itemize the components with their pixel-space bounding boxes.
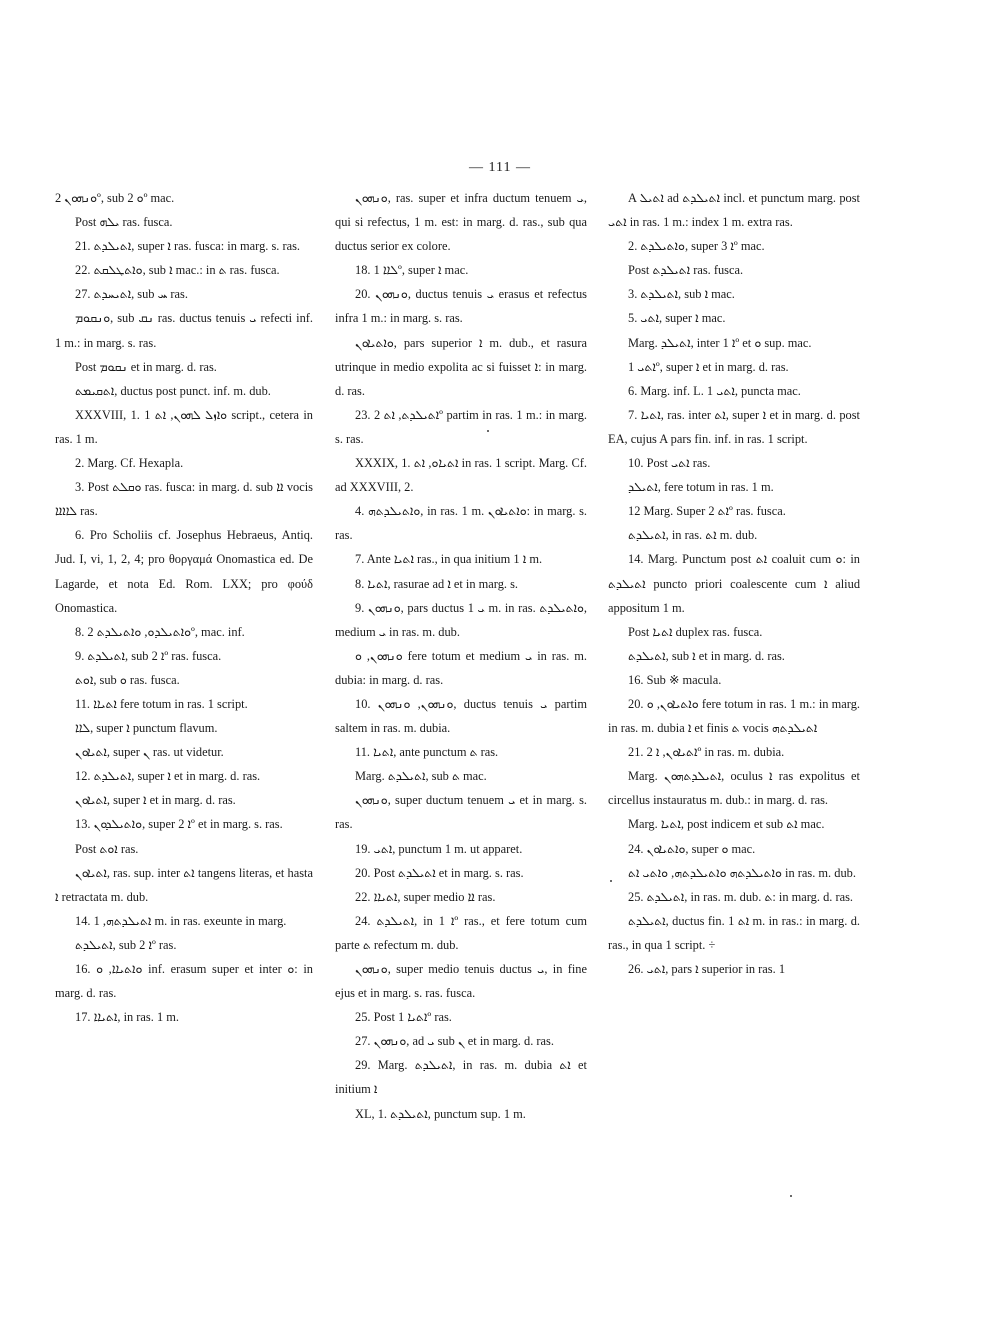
left-column	[55, 186, 313, 1029]
entry-left-8: XXXVIII, 1. ܘܐܙܠ ܠܗܘܢ, ܐܬ 1 script., cetera in ras. 1 m.	[55, 407, 313, 446]
print-speck	[790, 1195, 792, 1197]
entry-left-19: ܐܬܝܐܘܢ, super ܐ et in marg. d. ras.	[75, 793, 236, 808]
entry-left-2: 21. ܐܬܝܠܕܬ, super ܐ ras. fusca: in marg. s. ras.	[75, 239, 301, 254]
entry-right-21: 24. ܘܐܬܝܐܘܢ, super ܘ mac.	[628, 841, 756, 856]
entry-right-2: Post ܐܬܝܠܕܬ ras. fusca.	[628, 263, 744, 278]
entry-left-10: 3. Post ܘܩܠܬ ras. fusca: in marg. d. sub ܐܐ vocis ܠܐܐܐܐ ras.	[55, 480, 313, 519]
entry-mid-0: ܘܢܗܘܢ, ras. super et infra ductum tenuem ܝ, qui si refectus, 1 m. est: in marg. d. ras., sub qua ductus serior ex colore.	[335, 191, 587, 254]
entry-mid-16: 20. Post ܐܬܝܠܕܬ et in marg. s. ras.	[355, 865, 524, 880]
print-speck	[610, 880, 612, 882]
entry-left-6: Post ܢܩܘܡ et in marg. d. ras.	[75, 359, 217, 374]
entry-left-0: ܘܢܗܘܢ 2º, sub ܘ 2º mac.	[55, 191, 175, 205]
entry-left-5: ܘܢܩܘܡ, sub ܢܩ ras. ductus tenuis ܝ refecti inf. 1 m.: in marg. s. ras.	[55, 311, 313, 350]
entry-mid-9: 9. ܘܢܗܘܢ, pars ductus ܝ 1 m. in ras. ܘܐܬܝܠܕܬ, medium ܝ in ras. m. dub.	[335, 600, 588, 639]
entry-left-9: 2. Marg. Cf. Hexapla.	[75, 456, 184, 471]
entry-right-5: Marg. ܐܬܝܠܕ, inter ܐ 1º et ܘ sup. mac.	[628, 335, 812, 350]
entry-left-23: 14. ܐܬܝܠܕܬܗ, 1 m. in ras. exeunte in marg.	[75, 913, 287, 928]
entry-right-22: ܘܐܬܝܠܕܬܗ ܘܐܬܝܠܕܬܗ, ܘܐܬܝ ܐܬ in ras. m. dub.	[628, 865, 856, 880]
entry-left-7: ܐܬܩܝܡܬ, ductus post punct. inf. m. dub.	[75, 383, 271, 398]
entry-mid-4: 23. ܐܬܝܠܕܬ, ܐܬ 2º partim in ras. 1 m.: in marg. s. ras.	[335, 407, 587, 446]
entry-right-23: 25. ܐܬܝܠܕܬ, in ras. m. dub. ܬ: in marg. d. ras.	[628, 889, 854, 904]
entry-mid-10: ܘܢܗܘܢ, ܘ fere totum et medium ܝ in ras. m. dubia: in marg. d. ras.	[335, 648, 587, 687]
entry-left-24: ܐܬܝܠܕܬ, sub ܐ 2º ras.	[75, 937, 177, 952]
right-column	[608, 186, 860, 981]
entry-mid-8: 8. ܐܬܝܐ, rasurae ad ܐ et in marg. s.	[355, 576, 519, 591]
entry-left-14: ܐܘܬ, sub ܘ ras. fusca.	[75, 672, 180, 687]
entry-mid-22: 29. Marg. ܐܬܝܠܕܬ, in ras. m. dubia ܐܬ et initium ܐ	[335, 1058, 587, 1097]
entry-left-4: 27. ܐܬܝܚܕܬ, sub ܚ ras.	[75, 287, 188, 302]
entry-right-6: ܐܬܝ 1º, super ܐ et in marg. d. ras.	[628, 359, 789, 374]
entry-mid-5: XXXIX, 1. ܐܬܝܐܘ, ܐܬ in ras. 1 script. Marg. Cf. ad XXXVIII, 2.	[335, 456, 587, 495]
entry-right-16: 16. Sub ※ macula.	[628, 672, 722, 687]
entry-right-1: 2. ܘܐܬܝܠܕܬ, super ܐ 3º mac.	[628, 239, 765, 254]
entry-right-18: 21. ܐܬܝܐܘܢ, ܐ 2º in ras. m. dubia.	[628, 745, 785, 760]
entry-left-11: 6. Pro Scholiis cf. Josephus Hebraeus, Antiq. Jud. I, vi, 1, 2, 4; pro θοργαμά Onomastica ed. De Lagarde, et nota Ed. Rom. LXX; pro φούδ Onomastica.	[55, 528, 313, 615]
entry-left-21: Post ܐܘܬ ras.	[75, 841, 139, 856]
middle-column	[335, 186, 587, 1126]
entry-mid-15: 19. ܐܬܝ, punctum 1 m. ut apparet.	[355, 841, 523, 856]
entry-left-16: ܠܐܐ, super ܐ punctum flavum.	[75, 721, 218, 736]
entry-left-22: ܐܬܝܐܘܢ, ras. sup. inter ܐܬ tangens literas, et hasta ܐ retractata m. dub.	[55, 865, 313, 904]
entry-left-26: 17. ܐܬܝܐܐ, in ras. 1 m.	[75, 1010, 179, 1025]
entry-right-17: 20. ܘܐܬܝܐܘܢ, ܘ fere totum in ras. 1 m.: in marg. in ras. m. dubia ܐ et finis ܬ vocis ܐܬܝܠܕܬܗ	[608, 696, 861, 736]
entry-mid-14: ܘܢܗܘܢ, super ductum tenuem ܝ et in marg. s. ras.	[335, 793, 587, 832]
entry-mid-21: 27. ܘܢܗܘܢ, ad ܝ sub ܢ et in marg. d. ras.	[355, 1034, 554, 1049]
entry-mid-18: 24. ܐܬܝܠܕܬ, in ܐ 1º ras., et fere totum cum parte ܬ refectum m. dub.	[335, 913, 587, 952]
entry-left-12: 8. ܘܐܬܝܠܕܘ, ܘܐܬܝܠܕܬ 2º, mac. inf.	[75, 624, 245, 639]
entry-left-17: ܐܬܝܐܘܢ, super ܢ ras. ut videtur.	[75, 745, 224, 760]
entry-right-4: 5. ܐܬܝ, super ܐ mac.	[628, 311, 726, 326]
entry-right-11: 12 Marg. Super ܐܬ 2º ras. fusca.	[628, 504, 786, 519]
entry-left-13: 9. ܐܬܝܠܕܬ, sub ܐ 2º ras. fusca.	[75, 648, 222, 663]
entry-mid-1: 18. ܠܐܐ 1º, super ܐ mac.	[355, 263, 469, 278]
entry-left-1: Post ܝܠܗ ras. fusca.	[75, 215, 173, 230]
entry-mid-13: Marg. ܐܬܝܠܕܬ, sub ܬ mac.	[355, 769, 487, 784]
page-number: — 111 —	[469, 160, 531, 175]
entry-mid-7: 7. Ante ܐܬܝܐ ras., in qua initium ܐ 1 m.	[355, 552, 543, 567]
entry-right-12: ܐܬܝܠܕܬ, in ras. ܐܬ m. dub.	[628, 528, 758, 543]
entry-right-13: 14. Marg. Punctum post ܐܬ coaluit cum ܘ: in ܐܬܝܠܕܬ puncto priori coalescente cum ܐ aliud appositum 1 m.	[608, 552, 861, 615]
entry-right-14: Post ܐܬܝܐ duplex ras. fusca.	[628, 624, 763, 639]
entry-mid-17: 22. ܐܬܝܐܐ, super medio ܐܐ ras.	[355, 889, 496, 904]
entry-right-19: Marg. ܐܬܝܠܕܬܗܘܢ, oculus ܐ ras expolitus et circellus instauratus m. dub.: in marg. d. ras.	[608, 769, 860, 808]
entry-mid-11: 10. ܘܢܗܘܢ, ܘܢܗܘܢ, ductus tenuis ܝ partim saltem in ras. m. dubia.	[335, 696, 587, 736]
entry-mid-6: 4. ܘܐܬܝܠܕܬܗ, in ras. 1 m. ܘܐܬܝܐܘܢ: in marg. s. ras.	[335, 504, 588, 543]
entry-mid-12: 11. ܐܬܝܐ, ante punctum ܬ ras.	[355, 745, 499, 760]
entry-left-18: 12. ܐܬܝܠܕܬ, super ܐ et in marg. d. ras.	[75, 769, 261, 784]
entry-right-3: 3. ܐܬܝܠܕܬ, sub ܐ mac.	[628, 287, 735, 302]
entry-mid-20: 25. Post ܐܬܝܐ 1º ras.	[355, 1010, 452, 1025]
entry-left-25: 16. ܘܐܬܝܐܐ, ܘ inf. erasum super et inter ܘ: in marg. d. ras.	[55, 962, 314, 1001]
entry-left-20: 13. ܘܐܬܝܠܕܘܢ, super ܐ 2º et in marg. s. ras.	[75, 817, 283, 832]
entry-right-20: Marg. ܐܬܝܐ, post indicem et sub ܐܬ mac.	[628, 817, 825, 832]
entry-left-15: 11. ܐܬܝܐܐ fere totum in ras. 1 script.	[75, 696, 248, 711]
entry-mid-19: ܘܢܗܘܢ, super medio tenuis ductus ܝ, in fine ejus et in marg. s. ras. fusca.	[335, 962, 587, 1001]
entry-right-7: 6. Marg. inf. L. 1 ܐܬܝ, puncta mac.	[628, 383, 801, 398]
entry-right-15: ܐܬܝܠܕܬ, sub ܐ et in marg. d. ras.	[628, 648, 785, 663]
print-speck	[487, 430, 489, 432]
entry-right-24: ܐܬܝܠܕܬ, ductus fin. ܐܬ 1 m. in ras.: in marg. d. ras., in qua 1 script. ÷	[608, 913, 860, 952]
entry-mid-2: 20. ܘܢܗܘܢ, ductus tenuis ܝ erasus et refectus infra 1 m.: in marg. s. ras.	[335, 287, 587, 326]
entry-left-3: 22. ܘܐܬܛܠܩܬ, sub ܐ mac.: in ܬ ras. fusca.	[75, 263, 280, 278]
entry-right-8: 7. ܐܬܝܐ, ras. inter ܐܬ, super ܐ et in marg. d. post EA, cujus A pars fin. inf. in ras. 1 script.	[608, 407, 860, 446]
entry-mid-3: ܘܐܬܝܐܘܢ, pars superior ܐ m. dub., et rasura utrinque in medio expolita ac si fuisset ܐ: in marg. d. ras.	[335, 335, 587, 398]
entry-right-9: 10. Post ܐܬܝ ras.	[628, 456, 711, 471]
entry-right-0: A ܐܬܝܠ ad ܐܬܝܠܕܬ incl. et punctum marg. post ܐܬܝ in ras. 1 m.: index 1 m. extra ras.	[608, 191, 860, 230]
entry-mid-23: XL, 1. ܐܬܝܠܕܬ, punctum sup. 1 m.	[355, 1106, 526, 1121]
entry-right-25: 26. ܐܬܝ, pars ܐ superior in ras. 1	[628, 962, 786, 976]
entry-right-10: ܐܬܝܠܕ, fere totum in ras. 1 m.	[628, 480, 774, 495]
